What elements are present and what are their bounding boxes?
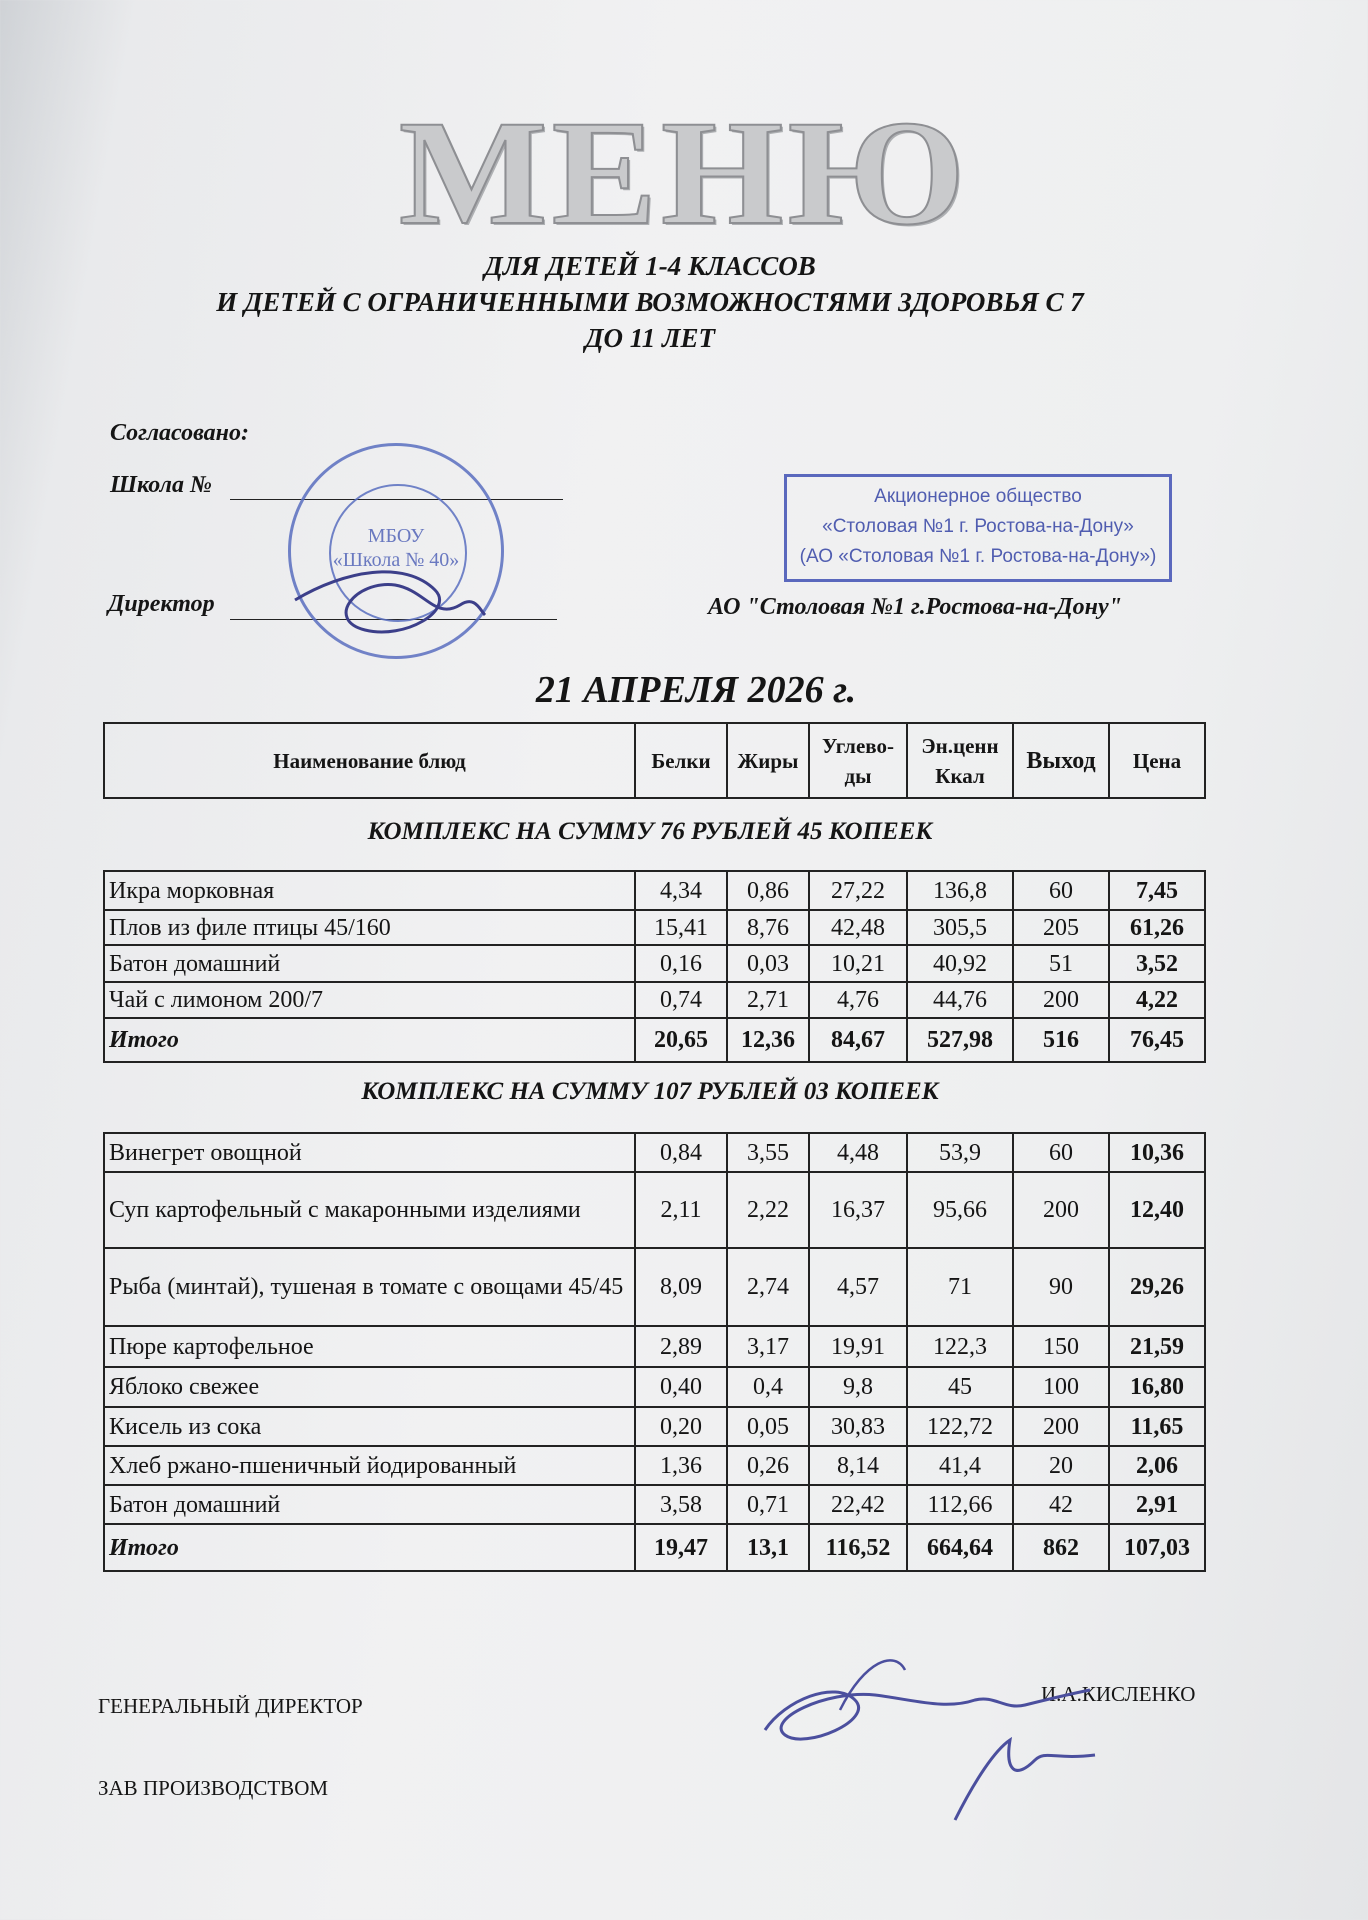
protein-cell: 2,89 — [635, 1326, 727, 1367]
price-cell: 11,65 — [1109, 1407, 1205, 1446]
fat-cell: 0,03 — [727, 945, 809, 982]
dish-name-cell: Рыба (минтай), тушеная в томате с овощами 45/45 — [104, 1248, 635, 1326]
price-cell: 12,40 — [1109, 1172, 1205, 1248]
protein-cell: 0,16 — [635, 945, 727, 982]
col-price: Цена — [1109, 723, 1205, 798]
subtitle-line: И ДЕТЕЙ С ОГРАНИЧЕННЫМИ ВОЗМОЖНОСТЯМИ ЗДОРОВЬЯ С 7 — [216, 287, 1084, 317]
complex-2-table — [103, 1132, 1206, 1572]
fat-cell: 8,76 — [727, 910, 809, 945]
yield-cell: 200 — [1013, 982, 1109, 1018]
price-cell: 29,26 — [1109, 1248, 1205, 1326]
fat-cell: 3,17 — [727, 1326, 809, 1367]
protein-cell: 19,47 — [635, 1524, 727, 1571]
yield-cell: 200 — [1013, 1172, 1109, 1248]
production-head-label: ЗАВ ПРОИЗВОДСТВОМ — [98, 1776, 329, 1800]
carbs-cell: 4,57 — [809, 1248, 907, 1326]
menu-subtitle — [100, 248, 1200, 356]
energy-kcal-cell: 527,98 — [907, 1018, 1013, 1062]
price-cell: 7,45 — [1109, 871, 1205, 910]
price-cell: 21,59 — [1109, 1326, 1205, 1367]
yield-cell: 205 — [1013, 910, 1109, 945]
complex-1-table — [103, 870, 1206, 1063]
carbs-cell: 4,76 — [809, 982, 907, 1018]
yield-cell: 150 — [1013, 1326, 1109, 1367]
energy-kcal-cell: 41,4 — [907, 1446, 1013, 1485]
energy-kcal-cell: 44,76 — [907, 982, 1013, 1018]
table-row — [104, 982, 1205, 1018]
carbs-cell: 84,67 — [809, 1018, 907, 1062]
carbs-cell: 10,21 — [809, 945, 907, 982]
stamp-text: МБОУ — [367, 525, 425, 547]
dish-name-cell: Плов из филе птицы 45/160 — [104, 910, 635, 945]
protein-cell: 3,58 — [635, 1485, 727, 1524]
carbs-cell: 30,83 — [809, 1407, 907, 1446]
table-row — [104, 1326, 1205, 1367]
yield-cell: 42 — [1013, 1485, 1109, 1524]
stamp-text: «Столовая №1 г. Ростова-на-Дону» — [822, 516, 1134, 537]
protein-cell: 15,41 — [635, 910, 727, 945]
company-rect-stamp — [784, 474, 1172, 582]
yield-cell: 20 — [1013, 1446, 1109, 1485]
fat-cell: 2,22 — [727, 1172, 809, 1248]
fat-cell: 3,55 — [727, 1133, 809, 1172]
energy-kcal-cell: 122,72 — [907, 1407, 1013, 1446]
price-cell: 61,26 — [1109, 910, 1205, 945]
energy-kcal-cell: 112,66 — [907, 1485, 1013, 1524]
carbs-cell: 4,48 — [809, 1133, 907, 1172]
price-cell: 10,36 — [1109, 1133, 1205, 1172]
table-row — [104, 871, 1205, 910]
general-director-label: ГЕНЕРАЛЬНЫЙ ДИРЕКТОР — [98, 1694, 363, 1718]
general-director-signature — [745, 1640, 1115, 1830]
dish-name-cell: Винегрет овощной — [104, 1133, 635, 1172]
dish-name-cell: Икра морковная — [104, 871, 635, 910]
dish-name-cell: Хлеб ржано-пшеничный йодированный — [104, 1446, 635, 1485]
fat-cell: 13,1 — [727, 1524, 809, 1571]
protein-cell: 0,40 — [635, 1367, 727, 1407]
energy-kcal-cell: 122,3 — [907, 1326, 1013, 1367]
fat-cell: 0,71 — [727, 1485, 809, 1524]
protein-cell: 2,11 — [635, 1172, 727, 1248]
carbs-cell: 16,37 — [809, 1172, 907, 1248]
dish-name-cell: Итого — [104, 1524, 635, 1571]
carbs-cell: 8,14 — [809, 1446, 907, 1485]
dish-name-cell: Кисель из сока — [104, 1407, 635, 1446]
energy-kcal-cell: 95,66 — [907, 1172, 1013, 1248]
yield-cell: 200 — [1013, 1407, 1109, 1446]
energy-kcal-cell: 45 — [907, 1367, 1013, 1407]
table-row — [104, 1485, 1205, 1524]
dish-name-cell: Итого — [104, 1018, 635, 1062]
stamp-text: «Школа № 40» — [332, 549, 460, 571]
fat-cell: 12,36 — [727, 1018, 809, 1062]
fat-cell: 0,05 — [727, 1407, 809, 1446]
director-label: Директор — [108, 591, 215, 617]
col-fat: Жиры — [727, 723, 809, 798]
table-row — [104, 910, 1205, 945]
energy-kcal-cell: 53,9 — [907, 1133, 1013, 1172]
price-cell: 2,06 — [1109, 1446, 1205, 1485]
yield-cell: 51 — [1013, 945, 1109, 982]
dish-name-cell: Батон домашний — [104, 945, 635, 982]
total-row — [104, 1018, 1205, 1062]
col-protein: Белки — [635, 723, 727, 798]
energy-kcal-cell: 664,64 — [907, 1524, 1013, 1571]
dish-name-cell: Чай с лимоном 200/7 — [104, 982, 635, 1018]
col-yield: Выход — [1013, 723, 1109, 798]
energy-kcal-cell: 136,8 — [907, 871, 1013, 910]
protein-cell: 20,65 — [635, 1018, 727, 1062]
menu-title: МЕНЮ — [398, 90, 970, 256]
price-cell: 16,80 — [1109, 1367, 1205, 1407]
protein-cell: 8,09 — [635, 1248, 727, 1326]
table-row — [104, 1367, 1205, 1407]
stamp-text: (АО «Столовая №1 г. Ростова-на-Дону») — [799, 546, 1157, 567]
school-label: Школа № — [110, 472, 212, 498]
table-row — [104, 1446, 1205, 1485]
table-row — [104, 945, 1205, 982]
protein-cell: 1,36 — [635, 1446, 727, 1485]
dish-name-cell: Батон домашний — [104, 1485, 635, 1524]
price-cell: 107,03 — [1109, 1524, 1205, 1571]
subtitle-line: ДО 11 ЛЕТ — [585, 323, 715, 353]
protein-cell: 0,84 — [635, 1133, 727, 1172]
complex-2-title: КОМПЛЕКС НА СУММУ 107 РУБЛЕЙ 03 КОПЕЕК — [361, 1078, 939, 1105]
fat-cell: 2,71 — [727, 982, 809, 1018]
table-row — [104, 1172, 1205, 1248]
carbs-cell: 116,52 — [809, 1524, 907, 1571]
header-table — [103, 722, 1206, 799]
carbs-cell: 42,48 — [809, 910, 907, 945]
subtitle-line: ДЛЯ ДЕТЕЙ 1-4 КЛАССОВ — [484, 251, 816, 281]
col-carbs: Углево-ды — [809, 723, 907, 798]
protein-cell: 0,20 — [635, 1407, 727, 1446]
dish-name-cell: Пюре картофельное — [104, 1326, 635, 1367]
yield-cell: 100 — [1013, 1367, 1109, 1407]
director-signature — [285, 560, 495, 650]
energy-kcal-cell: 71 — [907, 1248, 1013, 1326]
dish-name-cell: Суп картофельный с макаронными изделиями — [104, 1172, 635, 1248]
energy-kcal-cell: 305,5 — [907, 910, 1013, 945]
price-cell: 3,52 — [1109, 945, 1205, 982]
company-label: АО "Столовая №1 г.Ростова-на-Дону" — [708, 594, 1122, 620]
yield-cell: 516 — [1013, 1018, 1109, 1062]
total-row — [104, 1524, 1205, 1571]
table-row — [104, 1407, 1205, 1446]
dish-name-cell: Яблоко свежее — [104, 1367, 635, 1407]
stamp-text: Акционерное общество — [874, 486, 1082, 507]
general-director-name: И.А.КИСЛЕНКО — [1041, 1682, 1196, 1706]
price-cell: 2,91 — [1109, 1485, 1205, 1524]
table-row — [104, 1248, 1205, 1326]
carbs-cell: 9,8 — [809, 1367, 907, 1407]
energy-kcal-cell: 40,92 — [907, 945, 1013, 982]
col-name: Наименование блюд — [104, 723, 635, 798]
protein-cell: 0,74 — [635, 982, 727, 1018]
menu-date: 21 АПРЕЛЯ 2026 г. — [535, 669, 857, 711]
agreed-label: Согласовано: — [110, 420, 249, 446]
yield-cell: 90 — [1013, 1248, 1109, 1326]
protein-cell: 4,34 — [635, 871, 727, 910]
yield-cell: 60 — [1013, 871, 1109, 910]
fat-cell: 2,74 — [727, 1248, 809, 1326]
fat-cell: 0,26 — [727, 1446, 809, 1485]
carbs-cell: 19,91 — [809, 1326, 907, 1367]
yield-cell: 60 — [1013, 1133, 1109, 1172]
yield-cell: 862 — [1013, 1524, 1109, 1571]
table-row — [104, 1133, 1205, 1172]
fat-cell: 0,4 — [727, 1367, 809, 1407]
col-energy: Эн.ценн Ккал — [907, 723, 1013, 798]
carbs-cell: 22,42 — [809, 1485, 907, 1524]
carbs-cell: 27,22 — [809, 871, 907, 910]
complex-1-title: КОМПЛЕКС НА СУММУ 76 РУБЛЕЙ 45 КОПЕЕК — [367, 818, 933, 845]
price-cell: 76,45 — [1109, 1018, 1205, 1062]
price-cell: 4,22 — [1109, 982, 1205, 1018]
fat-cell: 0,86 — [727, 871, 809, 910]
